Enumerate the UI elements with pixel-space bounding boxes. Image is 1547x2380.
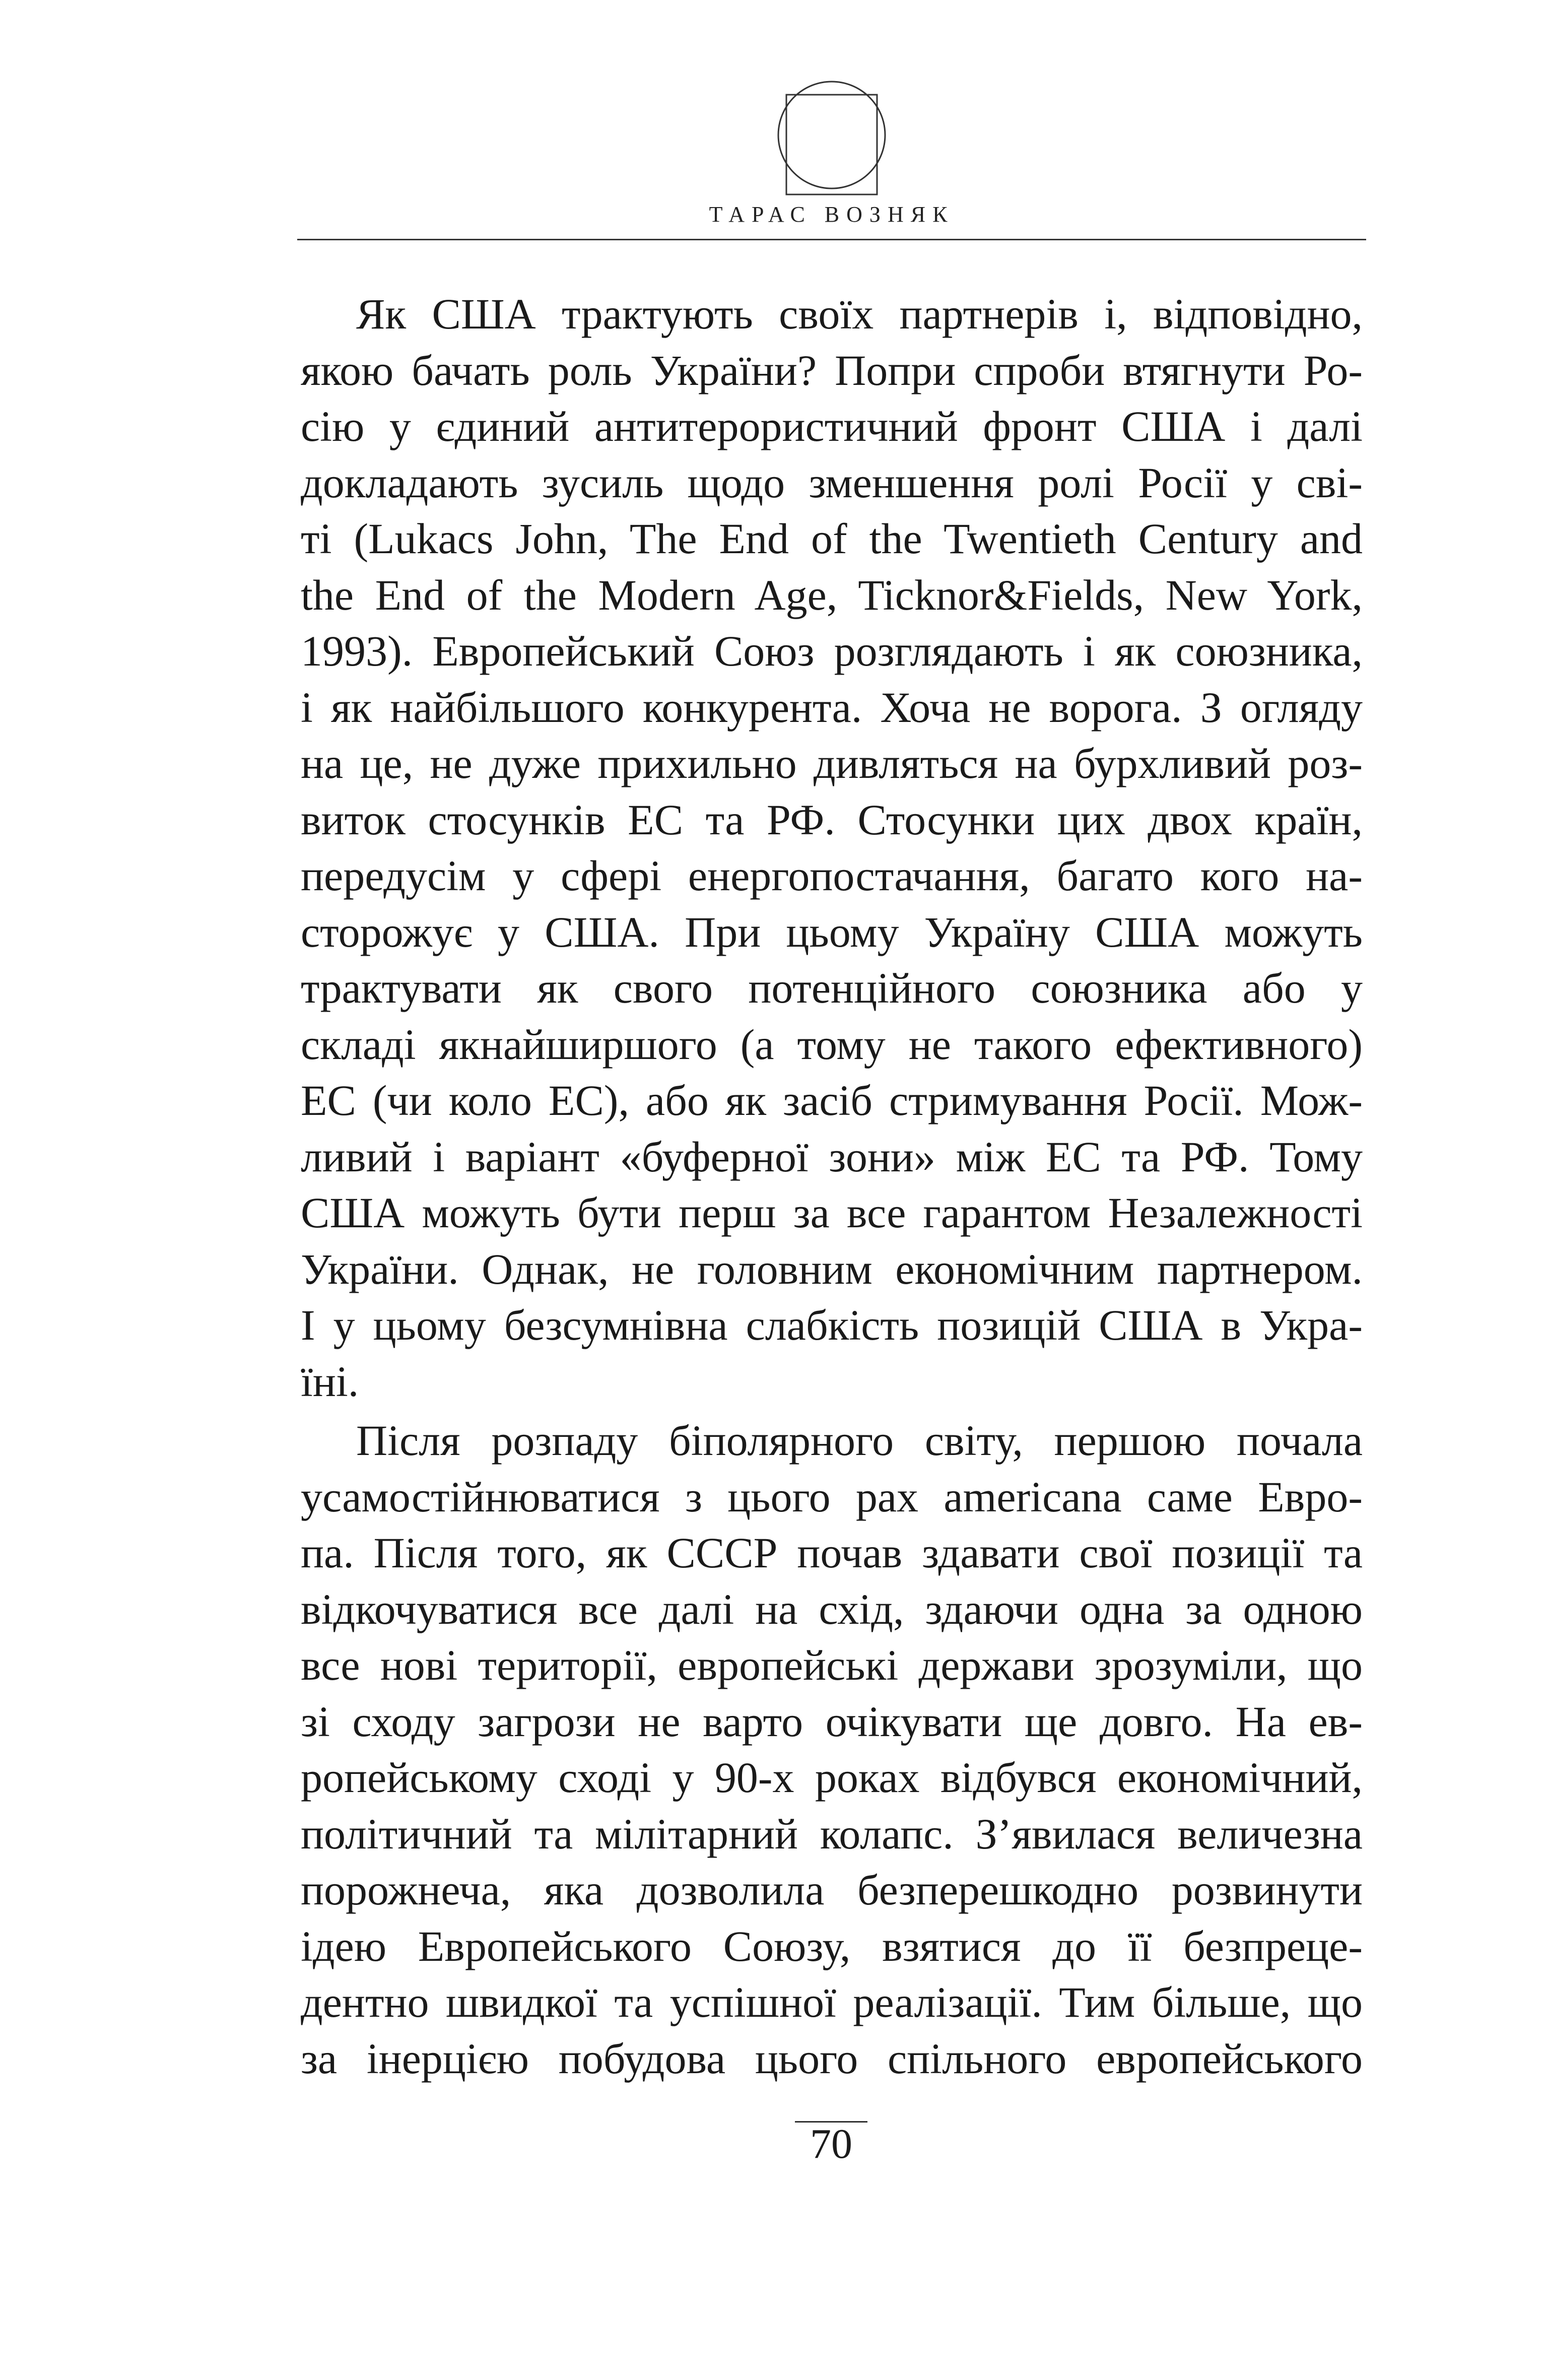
text-line: трактувати як свого потенційного союзника або у: [301, 964, 1363, 1012]
text-line: дентно швидкої та успішної реалізації. Тим більше, що: [301, 1978, 1363, 2026]
text-line: передусім у сфері енергопостачання, багато кого на-: [301, 851, 1363, 900]
text-line: па. Після того, як СССР почав здавати свої позиції та: [301, 1529, 1363, 1577]
body-text: [301, 286, 1363, 2087]
paragraph: [301, 1413, 1363, 2087]
page-number: 70: [810, 2121, 852, 2167]
text-line: Після розпаду біполярного світу, першою почала: [356, 1416, 1363, 1465]
text-line: ропейському сході у 90-х роках відбувся економічний,: [301, 1753, 1363, 1802]
text-line: І у цьому безсумнівна слабкість позицій США в Укра-: [301, 1301, 1363, 1349]
circle-square-emblem-icon: [775, 76, 889, 196]
text-line: політичний та мілітарний колапс. З’явилася величезна: [301, 1809, 1363, 1858]
text-line: ЕС (чи коло ЕС), або як засіб стримування Росії. Мож-: [301, 1076, 1363, 1125]
text-line: України. Однак, не головним економічним партнером.: [301, 1244, 1363, 1293]
header-rule: [297, 239, 1366, 240]
text-line: складі якнайширшого (а тому не такого ефективного): [301, 1020, 1363, 1069]
text-line: порожнеча, яка дозволила безперешкодно розвинути: [301, 1866, 1363, 1914]
text-line: the End of the Modern Age, Ticknor&Fields, New York,: [301, 570, 1363, 619]
text-line: 1993). Европейський Союз розглядають і як союзника,: [301, 627, 1363, 675]
text-line: і як найбільшого конкурента. Хоча не ворога. З огляду: [301, 683, 1363, 732]
text-line: Як США трактують своїх партнерів і, відповідно,: [356, 290, 1363, 338]
text-line: докладають зусиль щодо зменшення ролі Росії у сві-: [301, 458, 1363, 507]
text-line: зі сходу загрози не варто очікувати ще довго. На ев-: [301, 1697, 1363, 1746]
paragraph: [301, 286, 1363, 1410]
text-line: виток стосунків ЕС та РФ. Стосунки цих двох країн,: [301, 795, 1363, 844]
text-line: за інерцією побудова цього спільного европейського: [301, 2034, 1363, 2083]
running-head: ТАРАС ВОЗНЯК: [709, 202, 955, 227]
text-line: сторожує у США. При цьому Україну США можуть: [301, 907, 1363, 956]
text-line: відкочуватися все далі на схід, здаючи одна за одною: [301, 1584, 1363, 1633]
text-line: США можуть бути перш за все гарантом Незалежності: [301, 1188, 1363, 1237]
text-line: на це, не дуже прихильно дивляться на бурхливий роз-: [301, 739, 1363, 787]
text-line: ливий і варіант «буферної зони» між ЕС та РФ. Тому: [301, 1132, 1363, 1181]
text-line: сію у єдиний антитерористичний фронт США і далі: [301, 402, 1363, 450]
text-line: усамостійнюватися з цього рах americana саме Евро-: [301, 1472, 1363, 1521]
text-line: ідею Европейського Союзу, взятися до її безпреце-: [301, 1922, 1363, 1970]
text-line: якою бачать роль України? Попри спроби втягнути Ро-: [301, 346, 1363, 394]
text-line: їні.: [301, 1357, 359, 1406]
text-line: ті (Lukacs John, The End of the Twentieth Century and: [301, 514, 1363, 563]
text-line: все нові території, европейські держави зрозуміли, що: [301, 1641, 1363, 1689]
